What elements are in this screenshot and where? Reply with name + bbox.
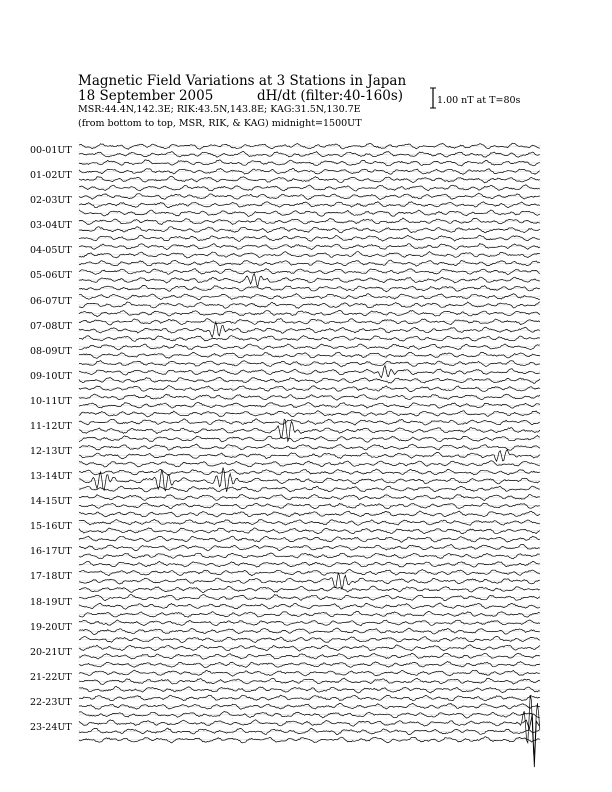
row-label: 02-03UT: [30, 195, 72, 207]
trace-rik: [79, 468, 540, 492]
row-label: 06-07UT: [30, 295, 72, 307]
row-label: 09-10UT: [30, 370, 72, 382]
plot-grid: [79, 142, 540, 744]
row-label: 04-05UT: [30, 245, 72, 257]
station-coordinates: MSR:44.4N,142.3E; RIK:43.5N,143.8E; KAG:31.5N,130.7E: [78, 104, 361, 115]
row-label: 07-08UT: [30, 320, 72, 332]
row-label: 14-15UT: [30, 496, 72, 508]
trace-spike: [522, 714, 539, 767]
row-label: 21-22UT: [30, 671, 72, 683]
row-label: 16-17UT: [30, 546, 72, 558]
row-label: 08-09UT: [30, 345, 72, 357]
row-label: 13-14UT: [30, 471, 72, 483]
row-label: 01-02UT: [30, 170, 72, 182]
trace-msr: [79, 695, 540, 757]
chart-quantity: dH/dt (filter:40-160s): [257, 88, 404, 104]
row-label: 19-20UT: [30, 621, 72, 633]
row-label: 10-11UT: [30, 395, 72, 407]
scale-bar-icon: [429, 87, 437, 109]
row-label: 15-16UT: [30, 521, 72, 533]
chart-title: Magnetic Field Variations at 3 Stations in Japan: [78, 73, 407, 89]
row-label: 03-04UT: [30, 220, 72, 232]
row-label: 00-01UT: [30, 145, 72, 157]
row-label: 12-13UT: [30, 446, 72, 458]
row-label: 11-12UT: [30, 420, 72, 432]
chart-subtitle: [78, 88, 404, 104]
row-label: 23-24UT: [30, 721, 72, 733]
scale-bar-label: 1.00 nT at T=80s: [437, 95, 521, 106]
station-order-note: (from bottom to top, MSR, RIK, & KAG) midnight=1500UT: [78, 118, 362, 129]
row-label: 17-18UT: [30, 571, 72, 583]
trace-rik: [79, 573, 540, 590]
trace-rik: [79, 402, 540, 408]
trace-rik: [79, 151, 540, 157]
row-label: 22-23UT: [30, 696, 72, 708]
row-label: 18-19UT: [30, 596, 72, 608]
row-label: 20-21UT: [30, 646, 72, 658]
row-label: 05-06UT: [30, 270, 72, 282]
chart-date: 18 September 2005: [78, 88, 214, 104]
